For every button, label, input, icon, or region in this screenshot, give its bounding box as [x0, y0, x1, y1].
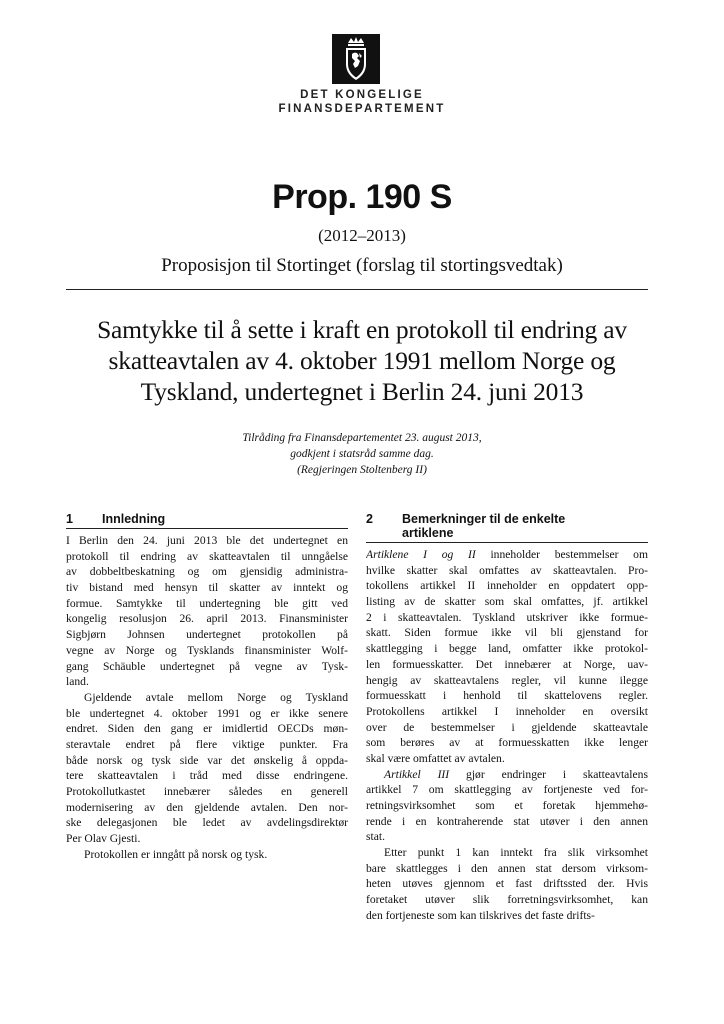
body-line: foretaket utøver slik forretningsvirksomhet, kan: [366, 893, 648, 907]
body-line: 2 i skatteavtalen. Tyskland utskriver ikke formue-: [366, 610, 648, 624]
body-line: vegne av Norge og Tysklands finansminister Wolf-: [66, 643, 348, 657]
body-line: Sigbjørn Johnsen undertegnet protokollen på: [66, 628, 348, 642]
section-number: 1: [66, 512, 73, 526]
section-2-body: [366, 547, 648, 924]
body-line: steravtale endret på flere viktige punkter. Fra: [66, 737, 348, 751]
body-line: rende i en kontraherende stat utøver i den annen: [366, 814, 648, 828]
body-line: ble undertegnet 4. oktober 1991 og er ikke senere: [66, 706, 348, 720]
proposition-number: Prop. 190 S: [272, 178, 452, 216]
body-line: Per Olav Gjesti.: [66, 832, 141, 846]
main-title-line: Samtykke til å sette i kraft en protokoll til endring av: [97, 315, 627, 344]
section-1-body: [66, 533, 348, 862]
body-line: protokoll til endring av skatteavtalen til unngåelse: [66, 549, 348, 563]
body-line: den fortjeneste som kan tilskrives det faste drifts-: [366, 908, 595, 922]
body-line: bare skattlegges i den annen stat dersom virksom-: [366, 861, 648, 875]
body-line: hvilke skatter skal omfattes av skatteavtalen. Pro-: [366, 563, 648, 577]
body-line: Protokollens artikkel I inneholder en oversikt: [366, 704, 648, 718]
body-line: over de bestemmelser i gjeldende skatteavtale: [366, 720, 648, 734]
section-1-heading: [66, 512, 348, 529]
body-line: retningsvirksomhet som et foretak hjemmehø-: [366, 799, 648, 812]
recommendation-line: Tilråding fra Finansdepartementet 23. august 2013,: [242, 432, 482, 444]
main-title: [56, 314, 668, 407]
body-line: listing av de skatter som skal omfattes, jf. artikkel: [366, 595, 648, 609]
section-title: [402, 512, 648, 540]
main-title-line: skatteavtalen av 4. oktober 1991 mellom Norge og: [108, 346, 616, 375]
body-line: land.: [66, 675, 89, 689]
body-line: skatt. Siden formue ikke vil bli gjenstand for: [366, 626, 648, 640]
body-line: Artikkel III gjør endringer i skatteavtalens: [384, 767, 648, 781]
section-number: 2: [366, 512, 373, 526]
body-line: len formuesskatter. Det innebærer at Norge, uav-: [366, 657, 648, 671]
body-line: Protokollutkastet innebærer således en generell: [66, 785, 348, 798]
body-line: tere skatteavtalen i tråd med disse endringene.: [66, 769, 348, 783]
body-line: gang Schäuble undertegnet på vegne av Tysk-: [66, 659, 348, 673]
paragraph-lines: [366, 563, 648, 767]
body-line: tiv bistand med hensyn til skatter av inntekt og: [66, 581, 348, 595]
body-line: Protokollen er inngått på norsk og tysk.: [84, 847, 268, 861]
body-line: I Berlin den 24. juni 2013 ble det undertegnet en: [66, 534, 348, 547]
main-title-line: Tyskland, undertegnet i Berlin 24. juni 2013: [140, 377, 584, 406]
body-line: formuesskatt i henhold til skattelovens regler.: [366, 689, 648, 703]
body-line: som berøres av at formuesskatten ikke lenger: [366, 736, 648, 750]
body-line: hengig av skatteavtalens regler, vil kunne ilegge: [366, 673, 648, 687]
article-reference: Artiklene I og II: [366, 548, 476, 561]
department-name-line2: FINANSDEPARTEMENT: [278, 103, 446, 115]
header-divider: [66, 289, 648, 290]
body-line: modernisering av den gjeldende avtalen. Den nor-: [66, 800, 348, 814]
department-name-line1: DET KONGELIGE: [300, 89, 424, 101]
body-line: Etter punkt 1 kan inntekt fra slik virksomhet: [384, 846, 648, 860]
body-line: endret. Siden den gang er imidlertid OECDs møn-: [66, 722, 348, 736]
section-2-heading: [366, 512, 648, 543]
session-years: (2012–2013): [318, 226, 406, 245]
body-line: stat.: [366, 830, 385, 844]
section-title-line: artiklene: [402, 526, 454, 540]
paragraph-lines: [366, 782, 648, 923]
body-line: Gjeldende avtale mellom Norge og Tyskland: [84, 690, 348, 704]
body-line: skattlegging i begge land, omfatter ikke protokol-: [366, 642, 648, 656]
body-line: kongelig resolusjon 26. april 2013. Finansminister: [66, 612, 348, 626]
body-line: tokollens artikkel II inneholder en oppdatert opp-: [366, 579, 648, 593]
section-title-line: Bemerkninger til de enkelte: [402, 512, 566, 526]
body-line: ske delegasjonen ble ledet av avdelingsdirektør: [66, 816, 348, 830]
recommendation-line: (Regjeringen Stoltenberg II): [297, 464, 427, 476]
body-line: av dobbeltbeskatning og om gjensidig administra-: [66, 565, 348, 579]
document-type: Proposisjon til Stortinget (forslag til stortingsvedtak): [161, 255, 563, 276]
article-reference: Artikkel III: [384, 767, 450, 781]
section-title: Innledning: [102, 512, 166, 526]
body-line: artikkel 7 om skattlegging av fortjeneste ved for-: [366, 783, 648, 797]
body-line: Artiklene I og II inneholder bestemmelser om: [366, 548, 648, 561]
body-line: både norsk og tysk side var det ønskelig å oppda-: [66, 753, 348, 767]
recommendation-line: godkjent i statsråd samme dag.: [290, 448, 434, 460]
coat-of-arms-icon: [332, 34, 380, 84]
body-line: formue. Samtykke til undertegning ble gitt ved: [66, 596, 348, 610]
body-line: skal være omfattet av avtalen.: [366, 751, 505, 765]
section-1-column: [66, 512, 348, 862]
body-line: heten utøves gjennom et fast driftssted der. Hvis: [366, 877, 648, 891]
section-2-column: [366, 512, 648, 924]
